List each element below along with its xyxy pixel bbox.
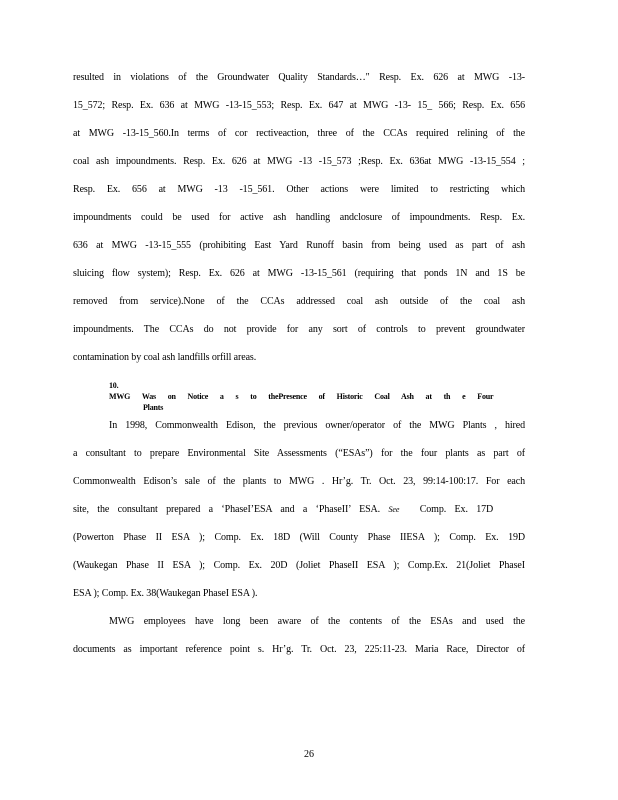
text-line: 636 at MWG -13-15_555 (prohibiting East Yard Runoff basin from being used as part of ash [73,240,525,251]
text-line [73,504,525,516]
text-line: a consultant to prepare Environmental Site Assessments (“ESAs”) for the four plants as part of [73,448,525,459]
text-line: MWG employees have long been aware of the contents of the ESAs and used the [109,616,525,627]
text-line: In 1998, Commonwealth Edison, the previous owner/operator of the MWG Plants , hired [109,420,525,431]
text-line: sluicing flow system); Resp. Ex. 626 at MWG -13-15_561 (requiring that ponds 1N and 1S be [73,268,525,279]
text-line: Resp. Ex. 656 at MWG -13 -15_561. Other actions were limited to restricting which [73,184,525,195]
page-number: 26 [304,749,314,760]
text-line: removed from service).None of the CCAs addressed coal ash outside of the coal ash [73,296,525,307]
text-line: impoundments could be used for active ash handling andclosure of impoundments. Resp. Ex. [73,212,525,223]
text-line: resulted in violations of the Groundwater Quality Standards…" Resp. Ex. 626 at MWG -13- [73,72,525,83]
text-line: impoundments. The CCAs do not provide for any sort of controls to prevent groundwater [73,324,525,335]
section-title: MWG Was on Notice a s to thePresence of Historic Coal Ash at th e Four [109,392,494,401]
text-line: contamination by coal ash landfills orfill areas. [73,352,257,363]
text-line: at MWG -13-15_560.In terms of cor rectiveaction, three of the CCAs required relining of the [73,128,525,139]
text-line: (Waukegan Phase II ESA ); Comp. Ex. 20D (Joliet PhaseII ESA ); Comp.Ex. 21(Joliet PhaseI [73,560,525,571]
text-segment: Comp. Ex. 17D [419,504,494,515]
text-line: documents as important reference point s. Hr’g. Tr. Oct. 23, 225:11-23. Maria Race, Director of [73,644,525,655]
section-number: 10. [109,381,119,390]
text-line: coal ash impoundments. Resp. Ex. 626 at MWG -13 -15_573 ;Resp. Ex. 636at MWG -13-15_554 ; [73,156,525,167]
text-line: (Powerton Phase II ESA ); Comp. Ex. 18D (Will County Phase IIESA ); Comp. Ex. 19D [73,532,525,543]
text-segment: site, the consultant prepared a ‘PhaseI’ESA and a ‘PhaseII’ ESA. [73,504,381,515]
text-line: 15_572; Resp. Ex. 636 at MWG -13-15_553; Resp. Ex. 647 at MWG -13- 15_ 566; Resp. Ex. 656 [73,100,525,111]
section-heading [109,380,509,413]
citation-signal: See [388,505,400,514]
text-line: ESA ); Comp. Ex. 38(Waukegan PhaseI ESA ). [73,588,258,599]
text-line: Commonwealth Edison’s sale of the plants to MWG . Hr’g. Tr. Oct. 23, 99:14-100:17. For each [73,476,525,487]
section-title-continuation: Plants [143,403,164,412]
